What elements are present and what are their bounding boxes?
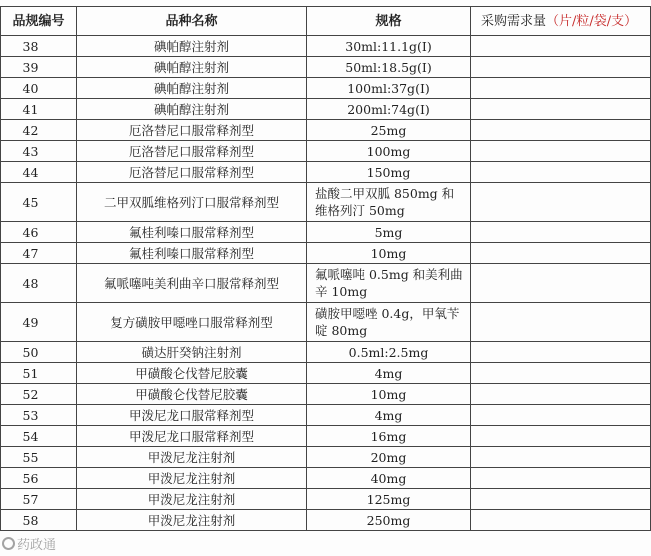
watermark-icon — [2, 537, 15, 550]
cell-name: 碘帕醇注射剂 — [77, 99, 307, 120]
cell-code: 48 — [1, 264, 77, 303]
cell-request[interactable] — [471, 363, 651, 384]
cell-name: 厄洛替尼口服常释剂型 — [77, 162, 307, 183]
cell-request[interactable] — [471, 510, 651, 531]
cell-code: 50 — [1, 342, 77, 363]
cell-name: 厄洛替尼口服常释剂型 — [77, 141, 307, 162]
table-row — [1, 405, 651, 426]
cell-request[interactable] — [471, 303, 651, 342]
header-code: 品规编号 — [1, 7, 77, 36]
table-row — [1, 99, 651, 120]
cell-code: 58 — [1, 510, 77, 531]
cell-spec: 40mg — [307, 468, 471, 489]
table-row — [1, 36, 651, 57]
cell-spec: 100ml:37g(I) — [307, 78, 471, 99]
cell-request[interactable] — [471, 447, 651, 468]
cell-spec: 30ml:11.1g(I) — [307, 36, 471, 57]
cell-request[interactable] — [471, 264, 651, 303]
table-row — [1, 78, 651, 99]
table-row — [1, 141, 651, 162]
cell-spec: 150mg — [307, 162, 471, 183]
cell-spec: 20mg — [307, 447, 471, 468]
cell-name: 甲磺酸仑伐替尼胶囊 — [77, 363, 307, 384]
table-row — [1, 384, 651, 405]
cell-request[interactable] — [471, 99, 651, 120]
cell-request[interactable] — [471, 243, 651, 264]
cell-request[interactable] — [471, 426, 651, 447]
header-request-unit: （片/粒/袋/支） — [546, 13, 638, 29]
cell-spec: 50ml:18.5g(I) — [307, 57, 471, 78]
cell-code: 41 — [1, 99, 77, 120]
cell-name: 二甲双胍维格列汀口服常释剂型 — [77, 183, 307, 222]
cell-name: 甲磺酸仑伐替尼胶囊 — [77, 384, 307, 405]
cell-code: 53 — [1, 405, 77, 426]
header-spec: 规格 — [307, 7, 471, 36]
cell-name: 甲泼尼龙注射剂 — [77, 510, 307, 531]
cell-name: 氟桂利嗪口服常释剂型 — [77, 243, 307, 264]
cell-code: 44 — [1, 162, 77, 183]
cell-request[interactable] — [471, 222, 651, 243]
table-row — [1, 57, 651, 78]
table-row — [1, 120, 651, 141]
cell-spec: 250mg — [307, 510, 471, 531]
cell-request[interactable] — [471, 120, 651, 141]
cell-name: 甲泼尼龙口服常释剂型 — [77, 426, 307, 447]
table-row — [1, 183, 651, 222]
cell-request[interactable] — [471, 78, 651, 99]
cell-code: 42 — [1, 120, 77, 141]
cell-name: 氟桂利嗪口服常释剂型 — [77, 222, 307, 243]
header-request-label: 采购需求量 — [481, 13, 547, 29]
cell-request[interactable] — [471, 36, 651, 57]
cell-spec: 200ml:74g(I) — [307, 99, 471, 120]
cell-name: 磺达肝癸钠注射剂 — [77, 342, 307, 363]
cell-name: 碘帕醇注射剂 — [77, 36, 307, 57]
cell-name: 甲泼尼龙注射剂 — [77, 468, 307, 489]
cell-name: 厄洛替尼口服常释剂型 — [77, 120, 307, 141]
cell-code: 39 — [1, 57, 77, 78]
table-row — [1, 426, 651, 447]
cell-name: 甲泼尼龙口服常释剂型 — [77, 405, 307, 426]
table-row — [1, 222, 651, 243]
cell-code: 49 — [1, 303, 77, 342]
cell-request[interactable] — [471, 162, 651, 183]
cell-code: 45 — [1, 183, 77, 222]
table-header-row — [1, 7, 651, 36]
cell-code: 38 — [1, 36, 77, 57]
cell-spec: 125mg — [307, 489, 471, 510]
table-body — [1, 36, 651, 531]
table-row — [1, 468, 651, 489]
table-row — [1, 162, 651, 183]
cell-code: 52 — [1, 384, 77, 405]
cell-name: 甲泼尼龙注射剂 — [77, 447, 307, 468]
table-row — [1, 243, 651, 264]
table-row — [1, 363, 651, 384]
cell-request[interactable] — [471, 342, 651, 363]
header-request — [471, 7, 651, 36]
cell-spec: 5mg — [307, 222, 471, 243]
cell-code: 51 — [1, 363, 77, 384]
table-row — [1, 489, 651, 510]
cell-code: 47 — [1, 243, 77, 264]
cell-spec: 10mg — [307, 384, 471, 405]
cell-spec: 10mg — [307, 243, 471, 264]
cell-request[interactable] — [471, 384, 651, 405]
table-row — [1, 342, 651, 363]
cell-request[interactable] — [471, 141, 651, 162]
cell-spec: 100mg — [307, 141, 471, 162]
cell-request[interactable] — [471, 57, 651, 78]
cell-name: 氟哌噻吨美利曲辛口服常释剂型 — [77, 264, 307, 303]
header-name: 品种名称 — [77, 7, 307, 36]
watermark — [2, 534, 56, 553]
cell-spec: 0.5ml:2.5mg — [307, 342, 471, 363]
cell-code: 54 — [1, 426, 77, 447]
table-row — [1, 303, 651, 342]
cell-name: 复方磺胺甲噁唑口服常释剂型 — [77, 303, 307, 342]
cell-name: 碘帕醇注射剂 — [77, 78, 307, 99]
table-row — [1, 447, 651, 468]
cell-code: 56 — [1, 468, 77, 489]
table-row — [1, 510, 651, 531]
cell-request[interactable] — [471, 183, 651, 222]
cell-request[interactable] — [471, 405, 651, 426]
cell-name: 碘帕醇注射剂 — [77, 57, 307, 78]
cell-code: 40 — [1, 78, 77, 99]
cell-code: 43 — [1, 141, 77, 162]
cell-request[interactable] — [471, 489, 651, 510]
cell-spec: 盐酸二甲双胍 850mg 和维格列汀 50mg — [307, 183, 471, 222]
cell-code: 46 — [1, 222, 77, 243]
cell-name: 甲泼尼龙注射剂 — [77, 489, 307, 510]
watermark-text: 药政通 — [17, 538, 57, 553]
cell-code: 57 — [1, 489, 77, 510]
cell-spec: 4mg — [307, 405, 471, 426]
cell-spec: 16mg — [307, 426, 471, 447]
cell-spec: 磺胺甲噁唑 0.4g，甲氧苄啶 80mg — [307, 303, 471, 342]
cell-code: 55 — [1, 447, 77, 468]
cell-spec: 4mg — [307, 363, 471, 384]
cell-spec: 氟哌噻吨 0.5mg 和美利曲辛 10mg — [307, 264, 471, 303]
cell-request[interactable] — [471, 468, 651, 489]
table-row — [1, 264, 651, 303]
cell-spec: 25mg — [307, 120, 471, 141]
procurement-table — [0, 6, 651, 531]
